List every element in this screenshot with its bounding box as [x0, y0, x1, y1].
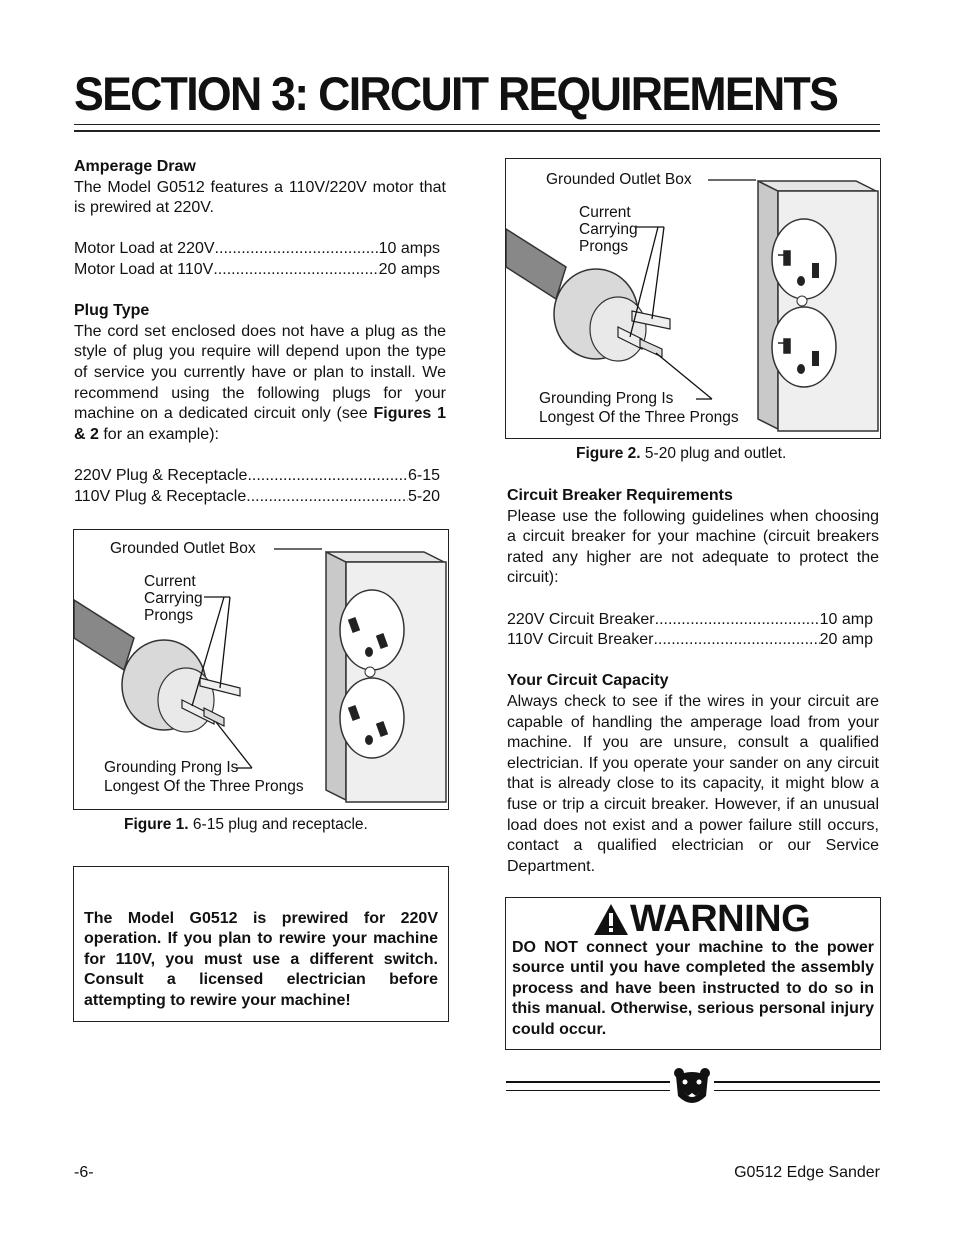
motor-load-110-label: Motor Load at 110V — [74, 260, 214, 278]
title-rule-thick — [74, 130, 880, 132]
fig1-label-outlet: Grounded Outlet Box — [110, 540, 256, 557]
plug-type-text: The cord set enclosed does not have a plug as the style of plug you require will depend upon the type of service you currently have or plan to install. We recommend using the following plugs for your machine on a dedicated circuit only (see Figures 1 & 2 for an example): — [74, 322, 446, 443]
notice-text: The Model G0512 is prewired for 220V operation. If you plan to rewire your machine for 110V, you must use a different switch. Consult a licensed electrician before attempting to rewire your machine! — [84, 910, 438, 1009]
motor-load-220-row — [74, 239, 440, 260]
capacity-heading: Your Circuit Capacity — [507, 672, 669, 690]
breaker-110-row — [507, 630, 873, 651]
divider-left — [506, 1081, 670, 1083]
left-column — [74, 157, 446, 507]
amperage-text: The Model G0512 features a 110V/220V motor that is prewired at 220V. — [74, 178, 446, 217]
breaker-220-row — [507, 610, 873, 631]
warning-triangle-icon — [593, 903, 629, 936]
amperage-heading: Amperage Draw — [74, 158, 196, 175]
plug-type-heading: Plug Type — [74, 302, 150, 320]
plug-110-value: 5-20 — [407, 487, 440, 505]
breaker-220-label: 220V Circuit Breaker — [507, 610, 655, 628]
fig1-label-ground-1: Grounding Prong Is — [104, 759, 239, 776]
breaker-220-value: 10 amp — [819, 610, 873, 628]
fig2-label-ground-2: Longest Of the Three Prongs — [539, 409, 739, 426]
page-title: SECTION 3: CIRCUIT REQUIREMENTS — [74, 67, 838, 120]
capacity-text: Always check to see if the wires in your circuit are capable of handling the amperage load from your machine. If you are unsure, consult a qualified electrician. If you operate your sander on any circuit that is already close to its capacity, it might blow a fuse or trip a circuit breaker. However, if an unusual load does not exist and a power failure still occurs, contact a qualified electrician or our Service Department. — [507, 692, 879, 875]
warning-title: WARNING — [630, 898, 811, 940]
fig2-label-current: Current Carrying Prongs — [579, 204, 638, 255]
figure-2-caption: Figure 2. 5-20 plug and outlet. — [576, 445, 787, 462]
plug-220-row — [74, 466, 440, 487]
breaker-110-label: 110V Circuit Breaker — [507, 631, 654, 649]
divider-right-thin — [714, 1090, 880, 1091]
motor-load-220-value: 10 amps — [378, 240, 440, 258]
right-column — [507, 486, 879, 877]
fig1-label-ground-2: Longest Of the Three Prongs — [104, 778, 304, 795]
fig2-label-outlet: Grounded Outlet Box — [546, 171, 692, 188]
warning-text: DO NOT connect your machine to the power source until you have completed the assembly process and have been instructed to do so in this manual. Otherwise, serious personal injury could occur. — [512, 939, 874, 1038]
fig1-label-current: Current Carrying Prongs — [144, 573, 203, 624]
divider-right — [714, 1081, 880, 1083]
motor-load-110-value: 20 amps — [378, 260, 440, 278]
fig2-label-ground-1: Grounding Prong Is — [539, 390, 674, 407]
title-rule-thin — [74, 124, 880, 125]
figure-2 — [505, 158, 881, 439]
motor-load-110-row — [74, 260, 440, 281]
breaker-text: Please use the following guidelines when choosing a circuit breaker for your machine (circuit breakers rated any higher are not adequate to protect the circuit): — [507, 507, 879, 587]
figure-1 — [73, 529, 449, 810]
plug-110-row — [74, 487, 440, 508]
motor-load-220-label: Motor Load at 220V — [74, 240, 215, 258]
footer-model: G0512 Edge Sander — [734, 1164, 880, 1181]
breaker-110-value: 20 amp — [819, 631, 873, 649]
plug-220-label: 220V Plug & Receptacle — [74, 466, 248, 484]
breaker-heading: Circuit Breaker Requirements — [507, 487, 733, 504]
page-number: -6- — [74, 1164, 94, 1181]
plug-220-value: 6-15 — [407, 466, 440, 484]
figure-1-caption: Figure 1. 6-15 plug and receptacle. — [124, 816, 368, 833]
divider-left-thin — [506, 1090, 670, 1091]
bear-logo-icon — [672, 1066, 712, 1108]
plug-110-label: 110V Plug & Receptacle — [74, 487, 247, 505]
